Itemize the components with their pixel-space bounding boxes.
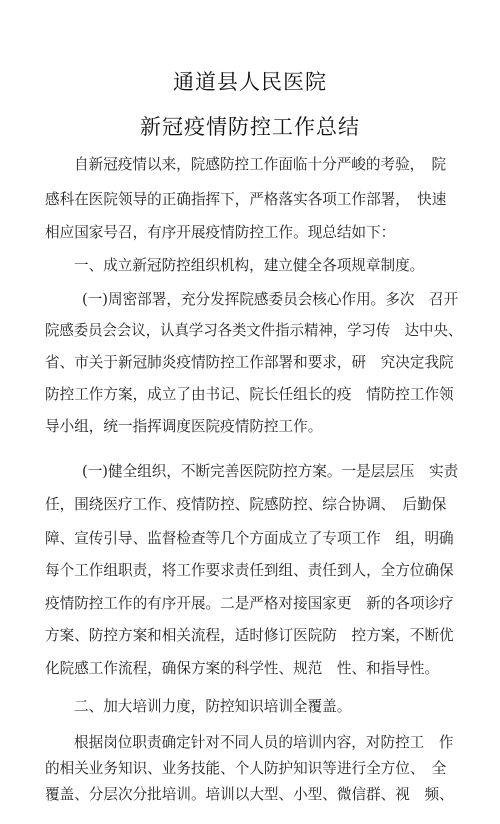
text-line: 感科在医院领导的正确指挥下，严格落实各项工作部署， 快速 — [45, 191, 447, 208]
text-line: 相应国家号召，有序开展疫情防控工作。现总结如下： — [45, 224, 396, 241]
section-heading: 一、成立新冠防控组织机构，建立健全各项规章制度。 — [74, 257, 425, 274]
text-line: 自新冠疫情以来，院感防控工作面临十分严峻的考验， 院 — [74, 156, 447, 173]
text-line: 每个工作组职责，将工作要求责任到组、责任到人，全方位确保 — [45, 562, 454, 579]
section-heading: 二、加大培训力度，防控知识培训全覆盖。 — [74, 698, 352, 715]
text-line: (一)周密部署，充分发挥院感委员会核心作用。多次 召开 — [82, 291, 459, 308]
text-line: 省、市关于新冠肺炎疫情防控工作部署和要求，研 究决定我院 — [45, 354, 454, 371]
document-subtitle: 新冠疫情防控工作总结 — [140, 115, 360, 139]
text-line: 疫情防控工作的有序开展。二是严格对接国家更 新的各项诊疗 — [45, 595, 454, 612]
text-line: 院感委员会会议，认真学习各类文件指示精神，学习传 达中央、 — [45, 322, 463, 339]
text-line: 覆盖、分层次分批培训。培训以大型、小型、微信群、视 频、 — [45, 786, 454, 803]
text-line: 导小组，统一指挥调度医院疫情防控工作。 — [45, 418, 323, 435]
text-line: 障、宣传引导、监督检查等几个方面成立了专项工作 组，明确 — [45, 530, 454, 547]
text-line: 化院感工作流程，确保方案的科学性、规范 性、和指导性。 — [45, 660, 440, 677]
text-line: (一)健全组织，不断完善医院防控方案。一是层层压 实责 — [82, 463, 459, 480]
text-line: 的相关业务知识、业务技能、个人防护知识等进行全方位、 全 — [45, 760, 447, 777]
text-line: 根据岗位职责确定针对不同人员的培训内容，对防控工 作 — [74, 734, 454, 751]
text-line: 防控工作方案，成立了由书记、院长任组长的疫 情防控工作领 — [45, 386, 454, 403]
text-line: 方案、防控方案和相关流程，适时修订医院防 控方案，不断优 — [45, 627, 454, 644]
text-line: 任，围绕医疗工作、疫情防控、院感防控、综合协调、 后勤保 — [45, 496, 447, 513]
document-title: 通道县人民医院 — [173, 70, 327, 94]
